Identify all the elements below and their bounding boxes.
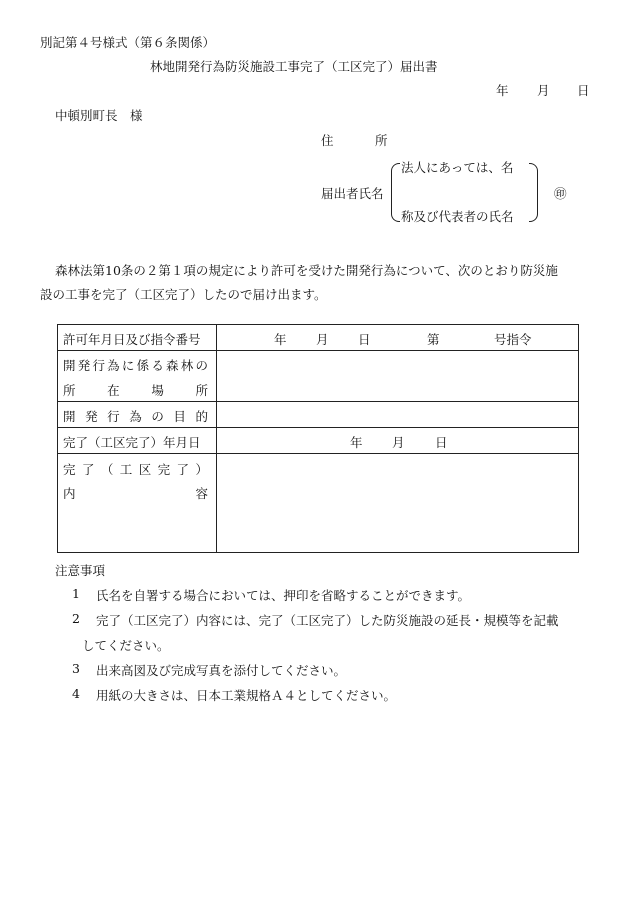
table-row-completion-content [58,454,578,552]
label-char: 発 [85,409,98,424]
body-text-line1: 森林法第10条の２第１項の規定により許可を受けた開発行為について、次のとおり防災施 [55,263,558,278]
completion-year: 年 [350,435,363,450]
addressee: 中頓別町長 様 [55,108,143,123]
permit-day: 日 [358,332,371,347]
note-text: 完了（工区完了）内容には、完了（工区完了）した防災施設の延長・規模等を記載 [96,613,559,628]
label-char: ） [195,462,208,477]
note-text: 用紙の大きさは、日本工業規格Ａ４としてください。 [96,688,397,703]
label-char: 在 [107,383,120,398]
location-label-a [63,356,208,374]
note-number: 3 [72,661,80,676]
note-text: 出来高図及び完成写真を添付してください。 [96,663,347,678]
label-char: 為 [129,409,142,424]
label-char: 容 [195,486,208,501]
label-char: （ [100,462,114,477]
label-char: 内 [63,486,76,501]
date-year-label: 年 [496,83,509,98]
label-char: 為 [107,358,120,373]
label-char: 区 [138,462,152,477]
label-char: 所 [63,383,76,398]
purpose-label [63,407,208,425]
label-char: 完 [157,462,171,477]
corporation-note-line2: 称及び代表者の氏名 [401,209,514,224]
label-char: る [151,358,164,373]
note-text-continuation: してください。 [82,638,170,653]
date-day-label: 日 [577,83,590,98]
label-char: 開 [63,358,76,373]
permit-dai: 第 [427,332,440,347]
label-char: 目 [173,409,186,424]
label-char: 所 [195,383,208,398]
form-number: 別記第４号様式（第６条関係） [40,35,216,50]
label-char: に [121,358,135,373]
note-number: 2 [72,611,80,626]
table-row-purpose [58,402,578,428]
completion-content-label-b [63,484,208,502]
corporation-note-line1: 法人にあっては、名 [401,160,514,175]
table-row-location [58,351,578,402]
table-row-permit [58,325,578,351]
label-char: の [195,358,208,373]
label-char: 行 [92,358,105,373]
label-char: 発 [77,358,91,373]
permit-year: 年 [274,332,287,347]
completion-form-table [57,324,579,553]
completion-day: 日 [435,435,448,450]
address-label-1: 住 [321,133,334,148]
applicant-name-label: 届出者氏名 [321,186,384,201]
label-char: 工 [119,462,133,477]
label-char: の [151,409,164,424]
seal-mark: ㊞ [554,186,567,201]
label-char: 林 [180,358,194,373]
label-char: 行 [107,409,120,424]
note-number: 4 [72,686,80,701]
completion-month: 月 [392,435,405,450]
completion-date-label: 完了（工区完了）年月日 [63,435,201,450]
permit-order-number: 号指令 [494,332,532,347]
permit-month: 月 [316,332,329,347]
notes-heading: 注意事項 [55,563,106,578]
address-label-2: 所 [375,133,388,148]
note-number: 1 [72,586,80,601]
label-char: 場 [151,383,164,398]
label-char: 係 [136,358,150,373]
label-char: 森 [166,358,179,373]
location-label-b [63,381,208,399]
permit-date-label: 許可年月日及び指令番号 [63,332,201,347]
label-char: 了 [81,462,95,477]
left-bracket [391,163,400,222]
date-month-label: 月 [537,83,550,98]
label-char: 了 [176,462,190,477]
completion-content-label-a [63,460,208,478]
right-bracket [529,163,538,222]
note-text: 氏名を自署する場合においては、押印を省略することができます。 [96,588,471,603]
body-text-line2: 設の工事を完了（工区完了）したので届け出ます。 [40,287,327,302]
label-char: 開 [63,409,76,424]
label-char: 的 [195,409,208,424]
document-title: 林地開発行為防災施設工事完了（工区完了）届出書 [150,59,438,74]
table-row-completion-date [58,428,578,454]
label-char: 完 [63,462,76,477]
